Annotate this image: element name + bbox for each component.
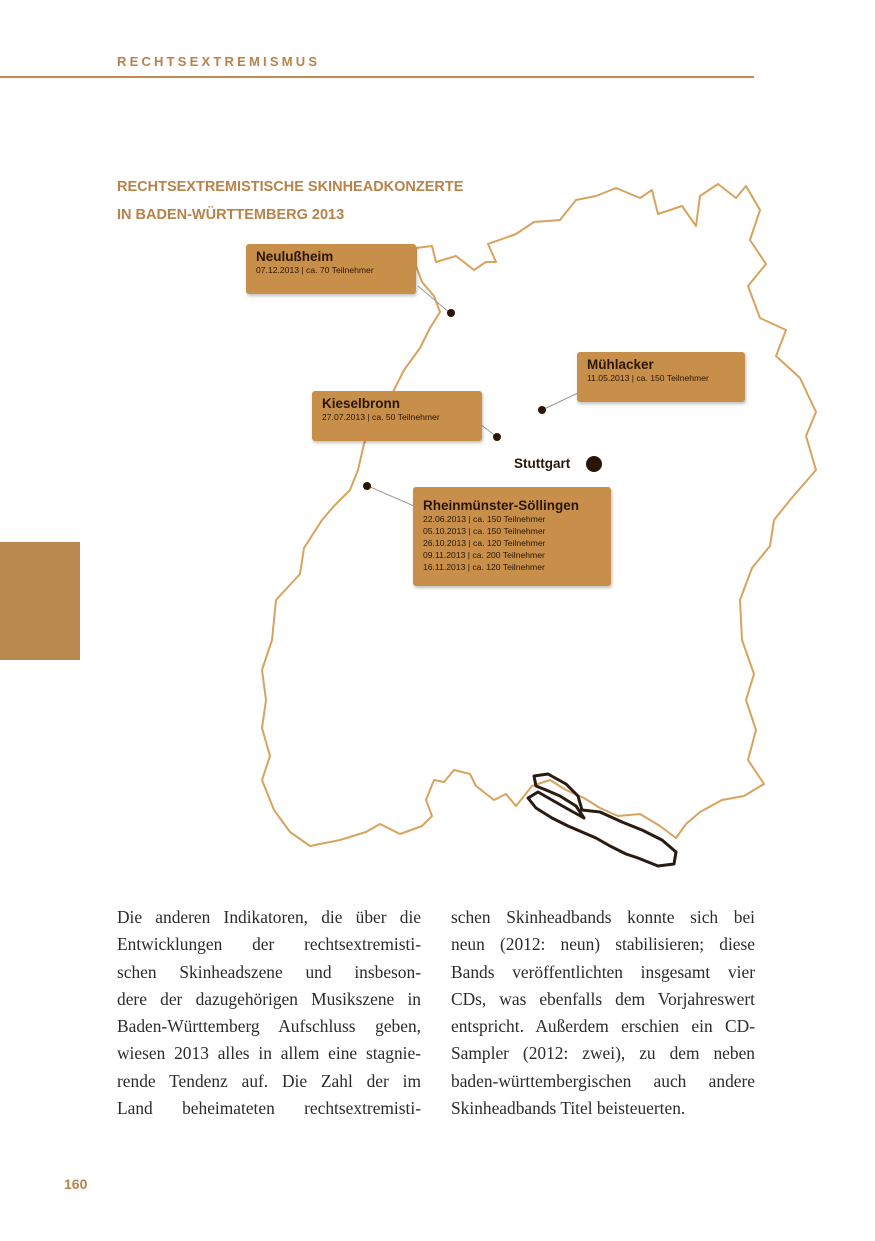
callout-place: Kieselbronn	[322, 396, 401, 411]
leader-muehlacker	[542, 393, 578, 410]
callout-detail: 09.11.2013 | ca. 200 Teilnehmer	[423, 550, 545, 560]
lake-constance	[528, 774, 676, 866]
leader-rheinmuenster	[368, 486, 414, 506]
leader-neulussheim	[418, 286, 450, 313]
callout-place: Neulußheim	[256, 249, 334, 264]
page-number: 160	[64, 1176, 88, 1192]
callout-detail: 05.10.2013 | ca. 150 Teilnehmer	[423, 526, 546, 536]
body-line: Skinheadbands Titel beisteuerten.	[451, 1098, 686, 1119]
callout-kieselbronn	[312, 391, 482, 441]
callout-detail: 27.07.2013 | ca. 50 Teilnehmer	[322, 412, 440, 422]
callout-place: Rheinmünster-Söllingen	[423, 498, 580, 513]
body-line: schen Skinheadszene und insbeson-	[117, 961, 421, 982]
body-line: Bands veröffentlichten insgesamt vier	[451, 961, 755, 982]
body-line: schen Skinheadbands konnte sich bei	[451, 907, 755, 927]
callout-place: Mühlacker	[587, 357, 654, 372]
body-line: baden-württembergischen auch andere	[451, 1070, 755, 1091]
marker-kieselbronn	[493, 433, 501, 441]
body-line: CDs, was ebenfalls dem Vorjahreswert	[451, 988, 755, 1009]
body-column-right	[451, 904, 755, 1122]
callout-muehlacker	[577, 352, 745, 402]
marker-neulussheim	[447, 309, 455, 317]
body-line: wiesen 2013 alles in allem eine stagnie-	[117, 1043, 421, 1064]
running-head: RECHTSEXTREMISMUS	[117, 54, 321, 69]
callout-detail: 26.10.2013 | ca. 120 Teilnehmer	[423, 538, 546, 548]
body-line: Die anderen Indikatoren, die über die	[117, 907, 421, 927]
body-column-left	[117, 904, 421, 1122]
marker-muehlacker	[538, 406, 546, 414]
marker-stuttgart	[586, 456, 602, 472]
map-title	[117, 173, 463, 229]
callout-neulussheim	[246, 244, 416, 294]
city-label-stuttgart: Stuttgart	[514, 456, 571, 471]
body-line: Sampler (2012: zwei), zu dem neben	[451, 1043, 755, 1064]
callout-detail: 07.12.2013 | ca. 70 Teilnehmer	[256, 265, 374, 275]
body-line: rende Tendenz auf. Die Zahl der im	[117, 1070, 421, 1091]
marker-rheinmuenster	[363, 482, 371, 490]
body-line: entspricht. Außerdem erschien ein CD-	[451, 1016, 755, 1037]
callout-detail: 22.06.2013 | ca. 150 Teilnehmer	[423, 514, 546, 524]
map-title-line-2: IN BADEN-WÜRTTEMBERG 2013	[117, 207, 345, 223]
callout-rheinmuenster	[413, 487, 611, 586]
callout-detail: 11.05.2013 | ca. 150 Teilnehmer	[587, 373, 709, 383]
body-line: neun (2012: neun) stabilisieren; diese	[451, 934, 755, 955]
map-title-line-1: RECHTSEXTREMISTISCHE SKINHEADKONZERTE	[117, 179, 464, 195]
body-line: Baden-Württemberg Aufschluss geben,	[117, 1016, 421, 1037]
callout-detail: 16.11.2013 | ca. 120 Teilnehmer	[423, 562, 545, 572]
body-line: dere der dazugehörigen Musikszene in	[117, 988, 421, 1009]
body-line: Entwicklungen der rechtsextremisti-	[117, 934, 421, 955]
body-line: Land beheimateten rechtsextremisti-	[117, 1098, 421, 1119]
